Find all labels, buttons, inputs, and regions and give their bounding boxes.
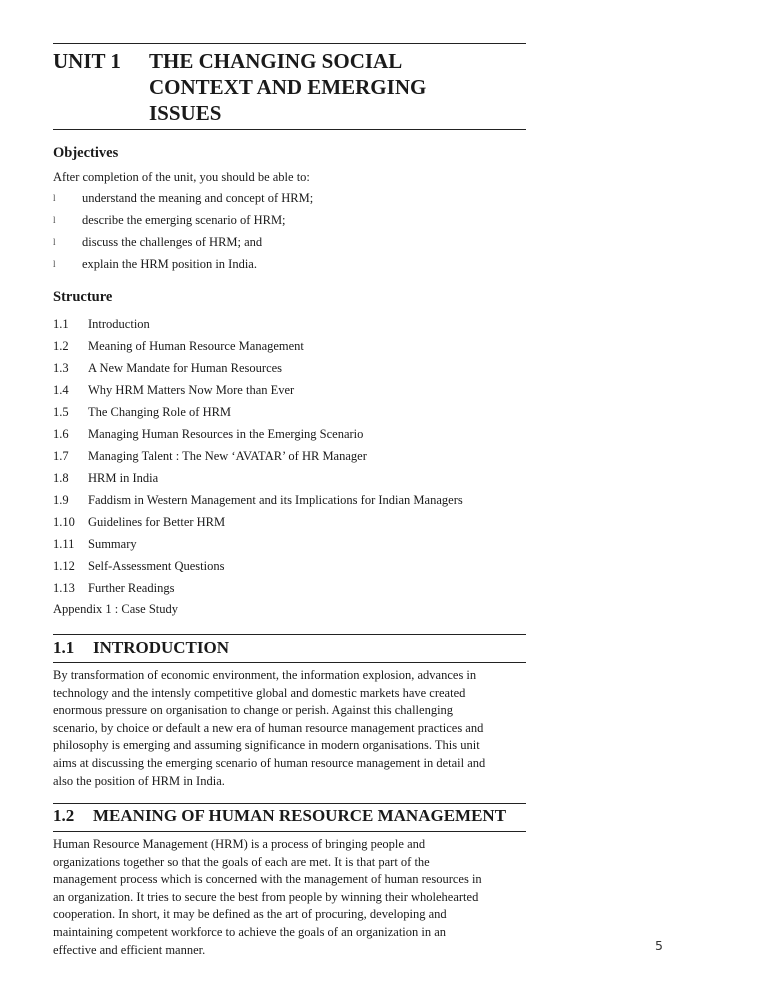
section-1-1-paragraph [53, 667, 526, 790]
section-1-2-bottom-rule [53, 831, 526, 832]
appendix-line: Appendix 1 : Case Study [53, 602, 178, 616]
title-bottom-rule [53, 129, 526, 130]
toc-row [53, 471, 526, 493]
toc-title: Faddism in Western Management and its Implications for Indian Managers [88, 493, 463, 507]
paragraph-line: an organization. It tries to secure the best from people by winning their wholehearted [53, 889, 479, 904]
toc-row [53, 537, 526, 559]
toc-number: 1.1 [53, 317, 69, 331]
section-1-1-top-rule [53, 634, 526, 635]
paragraph-line: maintaining competent workforce to achieve the goals of an organization in an [53, 924, 447, 939]
toc-row [53, 383, 526, 405]
toc-title: Managing Talent : The New ‘AVATAR’ of HR Manager [88, 449, 367, 463]
toc-row [53, 427, 526, 449]
objective-text: discuss the challenges of HRM; and [82, 235, 263, 249]
bullet-icon: l [53, 215, 56, 225]
toc-number: 1.6 [53, 427, 69, 441]
toc-title: Why HRM Matters Now More than Ever [88, 383, 295, 397]
section-1-2-top-rule [53, 803, 526, 804]
toc-number: 1.9 [53, 493, 69, 507]
toc-title: Guidelines for Better HRM [88, 515, 226, 529]
paragraph-line: organizations together so that the goals of each are met. It is that part of the [53, 854, 430, 869]
section-1-1-heading [53, 638, 229, 658]
paragraph-line: Human Resource Management (HRM) is a process of bringing people and [53, 837, 426, 851]
section-number: 1.2 [53, 806, 75, 825]
section-title: INTRODUCTION [93, 638, 230, 657]
bullet-icon: l [53, 237, 56, 247]
list-item [53, 257, 526, 279]
paragraph-line: also the position of HRM in India. [53, 773, 225, 788]
toc-number: 1.4 [53, 383, 69, 397]
toc-title: Further Readings [88, 581, 175, 595]
toc-number: 1.3 [53, 361, 69, 375]
toc-title: Meaning of Human Resource Management [88, 339, 304, 353]
paragraph-line: scenario, by choice or default a new era of human resource management practices and [53, 720, 484, 735]
unit-title-line: ISSUES [149, 101, 222, 125]
objectives-heading: Objectives [53, 145, 119, 161]
toc-number: 1.11 [53, 537, 75, 551]
toc-number: 1.8 [53, 471, 69, 485]
objective-text: describe the emerging scenario of HRM; [82, 213, 286, 227]
toc-number: 1.10 [53, 515, 75, 529]
toc-number: 1.7 [53, 449, 69, 463]
toc-title: Introduction [88, 317, 150, 331]
toc-row [53, 515, 526, 537]
toc-number: 1.2 [53, 339, 69, 353]
paragraph-line: enormous pressure on organisation to change or perish. Against this challenging [53, 703, 454, 718]
toc-row [53, 559, 526, 581]
objective-text: explain the HRM position in India. [82, 257, 257, 271]
toc-number: 1.12 [53, 559, 75, 573]
paragraph-line: technology and the intensly competitive global and domestic markets have created [53, 685, 466, 700]
bullet-icon: l [53, 259, 56, 269]
toc-number: 1.13 [53, 581, 75, 595]
structure-heading: Structure [53, 289, 113, 305]
section-1-2-paragraph [53, 836, 526, 959]
section-1-2-heading [53, 806, 506, 826]
toc-row [53, 361, 526, 383]
paragraph-line: By transformation of economic environment, the information explosion, advances in [53, 668, 477, 682]
section-number: 1.1 [53, 638, 75, 657]
section-title: MEANING OF HUMAN RESOURCE MANAGEMENT [93, 806, 507, 825]
unit-title-line: THE CHANGING SOCIAL [149, 49, 403, 73]
unit-number: UNIT 1 [53, 49, 121, 73]
page-number: 5 [655, 938, 663, 953]
objective-text: understand the meaning and concept of HRM; [82, 191, 314, 205]
toc-title: Managing Human Resources in the Emerging Scenario [88, 427, 364, 441]
toc-row [53, 405, 526, 427]
toc-title: The Changing Role of HRM [88, 405, 232, 419]
section-1-1-bottom-rule [53, 662, 526, 663]
paragraph-line: aims at discussing the emerging scenario of human resource management in detail and [53, 755, 486, 770]
list-item [53, 191, 526, 213]
toc-row [53, 449, 526, 471]
toc-row [53, 493, 526, 515]
list-item [53, 213, 526, 235]
toc-title: HRM in India [88, 471, 159, 485]
paragraph-line: effective and efficient manner. [53, 942, 206, 957]
bullet-icon: l [53, 193, 56, 203]
paragraph-line: philosophy is emerging and assuming significance in modern organisations. This unit [53, 738, 480, 753]
structure-list [53, 317, 526, 603]
unit-title-lines [149, 48, 529, 126]
objectives-intro: After completion of the unit, you should be able to: [53, 170, 310, 184]
list-item [53, 235, 526, 257]
toc-title: A New Mandate for Human Resources [88, 361, 283, 375]
toc-row [53, 339, 526, 361]
objectives-list [53, 191, 526, 279]
toc-number: 1.5 [53, 405, 69, 419]
top-rule [53, 43, 526, 44]
toc-title: Self-Assessment Questions [88, 559, 225, 573]
paragraph-line: cooperation. In short, it may be defined as the art of procuring, developing and [53, 907, 447, 922]
unit-title-line: CONTEXT AND EMERGING [149, 75, 427, 99]
toc-row [53, 317, 526, 339]
toc-title: Summary [88, 537, 137, 551]
toc-row [53, 581, 526, 603]
paragraph-line: management process which is concerned with the management of human resources in [53, 872, 482, 887]
